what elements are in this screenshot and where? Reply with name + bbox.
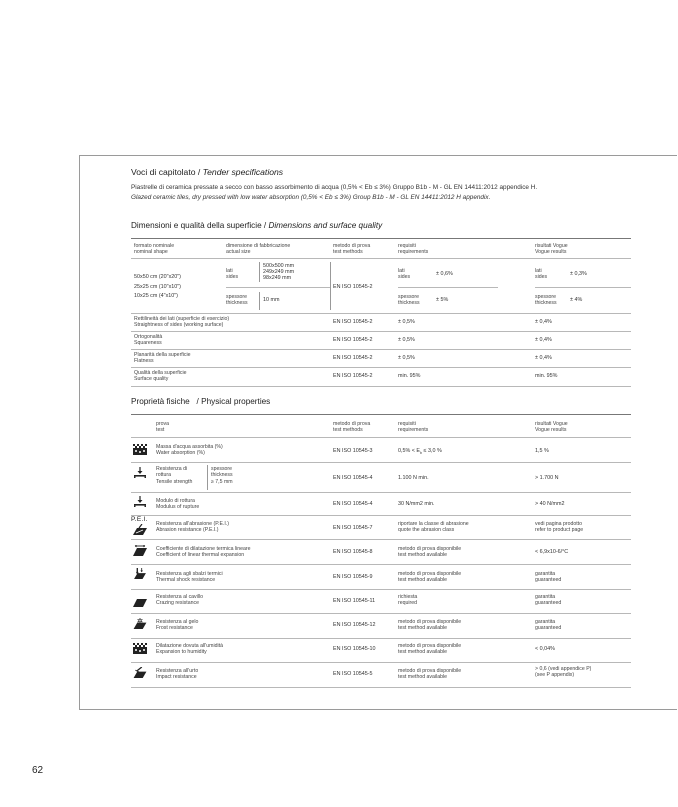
row-label-it: Rettilineità dei lati (superficie di esercizio) xyxy=(134,316,230,322)
row-method: EN ISO 10545-5 xyxy=(333,671,373,677)
res-sides-label xyxy=(535,268,547,281)
req-thickness-label-it: spessore xyxy=(398,294,420,300)
sides-label xyxy=(226,268,238,281)
humidity-expansion-icon xyxy=(133,643,147,654)
row-req-en: test method available xyxy=(398,625,448,632)
physical-row-label xyxy=(156,594,203,607)
tensile-strength-icon xyxy=(133,467,147,478)
row-req-en: test method available xyxy=(398,649,448,656)
row-res: 1,5 % xyxy=(535,448,549,454)
row-label-en: Abrasion resistance (P.E.I.) xyxy=(156,527,219,534)
dimensions-title-it: Dimensioni e qualità della superficie / xyxy=(131,221,267,230)
divider xyxy=(131,331,631,332)
row-req-it: riportare la classe di abrasione xyxy=(398,521,469,527)
header-method xyxy=(333,243,370,256)
row-req xyxy=(398,619,461,632)
thickness-label xyxy=(226,294,248,307)
row-req-en: test method available xyxy=(398,577,448,584)
thickness-label-en: thickness xyxy=(226,300,248,307)
row-label-it: Resistenza all'urto xyxy=(156,668,199,674)
req-sides-value: ± 0,6% xyxy=(436,271,453,277)
divider xyxy=(398,287,498,288)
dimensions-method: EN ISO 10545-2 xyxy=(333,284,373,290)
tender-title-en: Tender specifications xyxy=(202,167,284,177)
req-sides-label-it: lati xyxy=(398,268,405,274)
row-method: EN ISO 10545-2 xyxy=(333,319,373,325)
row-label-en: Impact resistance xyxy=(156,674,197,681)
header-actual-en: actual size xyxy=(226,249,251,256)
header-test-it: prova xyxy=(156,421,169,427)
tender-title-it: Voci di capitolato / xyxy=(131,167,201,177)
sides-label-it: lati xyxy=(226,268,233,274)
row-req-it: richiesta xyxy=(398,594,418,600)
header-test xyxy=(156,421,169,434)
format-item: 25x25 cm (10"x10") xyxy=(134,283,181,290)
row-req-en: required xyxy=(398,600,418,607)
row-method: EN ISO 10545-11 xyxy=(333,598,376,604)
row-req-part: ≤ 3,0 % xyxy=(422,448,442,454)
header-res xyxy=(535,421,568,434)
row-req: ± 0,5% xyxy=(398,355,415,361)
divider xyxy=(131,258,631,259)
res-thickness-value: ± 4% xyxy=(570,297,583,303)
row-label-en: Surface quality xyxy=(134,376,169,383)
size-item: 98x249 mm xyxy=(263,275,292,282)
divider xyxy=(207,465,208,490)
divider xyxy=(535,287,631,288)
res-sides-label-en: sides xyxy=(535,274,548,281)
res-thickness-label xyxy=(535,294,557,307)
row-method: EN ISO 10545-3 xyxy=(333,448,373,454)
row-res-it: garantita xyxy=(535,594,556,600)
impact-icon xyxy=(133,667,147,678)
physical-title xyxy=(131,397,270,406)
row-label-en: Water absorption (%) xyxy=(156,450,205,457)
divider xyxy=(131,462,631,463)
row-label-en: Thermal shock resistance xyxy=(156,577,216,584)
row-res xyxy=(535,571,561,584)
physical-row-label xyxy=(156,546,250,559)
row-res: > 40 N/mm2 xyxy=(535,501,565,507)
physical-row-label xyxy=(156,444,223,457)
divider xyxy=(131,613,631,614)
divider xyxy=(131,437,631,438)
row-res-en: (see P appendix) xyxy=(535,672,575,679)
pei-label: P.E.I. xyxy=(131,516,148,523)
row-req-en: quote the abrasion class xyxy=(398,527,455,534)
row-label-en: Expansion to humidity xyxy=(156,649,207,656)
row-label-it: Resistenza all'abrasione (P.E.I.) xyxy=(156,521,229,527)
header-method-en: test methods xyxy=(333,249,363,256)
thermal-expansion-icon xyxy=(133,545,147,556)
divider xyxy=(131,638,631,639)
header-req xyxy=(398,243,428,256)
format-list xyxy=(134,273,181,302)
physical-title-en: Physical properties xyxy=(201,397,271,406)
row-res-en: guaranteed xyxy=(535,600,562,607)
row-res: ± 0,4% xyxy=(535,319,552,325)
divider xyxy=(131,349,631,350)
row-label-it: Dilatazione dovuta all'umidità xyxy=(156,643,224,649)
header-format xyxy=(134,243,174,256)
divider xyxy=(131,564,631,565)
row-res xyxy=(535,594,561,607)
row-req xyxy=(398,521,469,534)
row-res: min. 95% xyxy=(535,373,558,379)
header-method xyxy=(333,421,370,434)
row-label-it: Ortogonalità xyxy=(134,334,163,340)
header-format-en: nominal shape xyxy=(134,249,168,256)
tender-text-en-italic: Glazed ceramic tiles, dry pressed with low water absorption (0,5% < Eb ≤ 3%) Group B1b - M - GL EN 14411:2012 H appendix. xyxy=(131,194,491,201)
divider xyxy=(131,539,631,540)
row-req: 1.100 N min. xyxy=(398,475,429,481)
physical-row-label xyxy=(156,619,198,632)
row-req-it: metodo di prova disponibile xyxy=(398,619,462,625)
row-sublabel-value: ≥ 7,5 mm xyxy=(211,478,233,485)
row-label-it: Coefficiente di dilatazione termica lineare xyxy=(156,546,251,552)
row-method: EN ISO 10545-2 xyxy=(333,373,373,379)
res-sides-value: ± 0,3% xyxy=(570,271,587,277)
divider xyxy=(131,367,631,368)
divider xyxy=(131,492,631,493)
row-req-it: metodo di prova disponibile xyxy=(398,668,462,674)
row-label-en: Crazing resistance xyxy=(156,600,199,607)
row-res-it: > 0,6 (vedi appendice P) xyxy=(535,666,592,672)
physical-row-label xyxy=(156,668,198,681)
row-label-it: Qualità della superficie xyxy=(134,370,187,376)
physical-row-label xyxy=(156,498,199,511)
res-thickness-label-it: spessore xyxy=(535,294,557,300)
res-thickness-label-en: thickness xyxy=(535,300,557,307)
row-req: 30 N/mm2 min. xyxy=(398,501,435,507)
row-req-it: metodo di prova disponibile xyxy=(398,643,462,649)
header-format-it: formato nominale xyxy=(134,243,175,249)
row-label-it: Resistenza al cavillo xyxy=(156,594,203,600)
physical-title-it: Proprietà fisiche xyxy=(131,397,190,406)
row-req: min. 95% xyxy=(398,373,421,379)
modulus-of-rupture-icon xyxy=(133,496,147,507)
row-label-en: Straightness of sides (working surface) xyxy=(134,322,224,329)
dimensions-title xyxy=(131,221,382,230)
header-actual-it: dimensione di fabbricazione xyxy=(226,243,291,249)
format-item: 10x25 cm (4"x10") xyxy=(134,293,178,299)
row-label-en: Frost resistance xyxy=(156,625,193,632)
row-res xyxy=(535,619,561,632)
header-req-it: requisiti xyxy=(398,243,416,249)
req-thickness-label-en: thickness xyxy=(398,300,420,307)
row-method: EN ISO 10545-8 xyxy=(333,549,373,555)
row-res: ± 0,4% xyxy=(535,355,552,361)
physical-row-label xyxy=(156,571,223,584)
size-item: 249x249 mm xyxy=(263,269,295,276)
row-method: EN ISO 10545-2 xyxy=(333,355,373,361)
row-req xyxy=(398,643,461,656)
header-method-en: test methods xyxy=(333,427,363,434)
sides-label-en: sides xyxy=(226,274,239,281)
row-req xyxy=(398,594,417,607)
req-sides-label-en: sides xyxy=(398,274,411,281)
row-label-it: Resistenza di xyxy=(156,466,188,472)
row-req: ± 0,5% xyxy=(398,337,415,343)
physical-row-label xyxy=(156,521,229,534)
row-label-it: Resistenza al gelo xyxy=(156,619,199,625)
row-method: EN ISO 10545-9 xyxy=(333,574,373,580)
header-req-en: requirements xyxy=(398,249,429,256)
row-req-en: test method available xyxy=(398,674,448,681)
row-req xyxy=(398,571,461,584)
dimensions-title-en: Dimensions and surface quality xyxy=(268,221,383,230)
row-label-it-cont: rottura xyxy=(156,472,171,479)
header-res-en: Vogue results xyxy=(535,249,567,256)
divider xyxy=(131,687,631,688)
row-res xyxy=(535,666,591,679)
physical-title-sep: / xyxy=(196,397,199,406)
row-label-it: Resistenza agli sbalzi termici xyxy=(156,571,223,577)
tender-title xyxy=(131,167,283,177)
divider xyxy=(131,589,631,590)
divider xyxy=(131,515,631,516)
header-method-it: metodo di prova xyxy=(333,243,371,249)
row-method: EN ISO 10545-4 xyxy=(333,475,373,481)
row-res-it: garantita xyxy=(535,571,556,577)
size-list xyxy=(263,263,294,282)
frost-icon xyxy=(133,618,147,629)
row-label-en: Coefficient of linear thermal expansion xyxy=(156,552,245,559)
row-method: EN ISO 10545-2 xyxy=(333,337,373,343)
row-req-part: 0,5% < E xyxy=(398,448,421,454)
header-res-it: risultati Vogue xyxy=(535,243,568,249)
crazing-icon xyxy=(133,596,147,607)
req-sides-label xyxy=(398,268,410,281)
row-res-en: guaranteed xyxy=(535,625,562,632)
row-req xyxy=(398,668,461,681)
row-req xyxy=(398,448,442,456)
row-label-en: Tensile strength xyxy=(156,478,193,485)
divider xyxy=(131,313,631,314)
header-method-it: metodo di prova xyxy=(333,421,371,427)
row-req-subscript: b xyxy=(420,451,423,456)
row-req xyxy=(398,546,461,559)
header-res-en: Vogue results xyxy=(535,427,567,434)
row-res: > 1.700 N xyxy=(535,475,559,481)
row-method: EN ISO 10545-4 xyxy=(333,501,373,507)
water-absorption-icon xyxy=(133,444,147,455)
row-label-it: Modulo di rottura xyxy=(156,498,195,504)
row-sublabel-en: thickness xyxy=(211,472,233,479)
divider xyxy=(330,262,331,310)
thickness-value: 10 mm xyxy=(263,297,280,303)
row-method: EN ISO 10545-10 xyxy=(333,646,376,652)
pei-abrasion-icon xyxy=(133,524,147,535)
tender-text-en xyxy=(131,194,490,201)
page-number: 62 xyxy=(32,765,44,776)
row-label-en: Squareness xyxy=(134,340,162,347)
row-res: ± 0,4% xyxy=(535,337,552,343)
physical-row-label xyxy=(156,643,223,656)
row-req-it: metodo di prova disponibile xyxy=(398,571,462,577)
divider xyxy=(131,386,631,387)
res-sides-label-it: lati xyxy=(535,268,542,274)
row-label-it: Massa d'acqua assorbita (%) xyxy=(156,444,223,450)
row-req-en: test method available xyxy=(398,552,448,559)
divider xyxy=(259,262,260,282)
header-res xyxy=(535,243,568,256)
physical-row-label xyxy=(156,466,192,485)
req-thickness-label xyxy=(398,294,420,307)
tender-text-it: Piastrelle di ceramica pressate a secco con basso assorbimento di acqua (0,5% < Eb ≤ 3%) Gruppo B1b - M - GL EN 14411:2012 appendice H. xyxy=(131,184,538,191)
format-item: 50x50 cm (20"x20") xyxy=(134,274,181,280)
row-res-it: garantita xyxy=(535,619,556,625)
header-req xyxy=(398,421,428,434)
row-label-en: Modulus of rupture xyxy=(156,504,200,511)
size-item: 500x500 mm xyxy=(263,263,295,269)
row-res: < 0,04% xyxy=(535,646,555,652)
header-actual xyxy=(226,243,290,256)
header-req-en: requirements xyxy=(398,427,429,434)
row-req-it: metodo di prova disponibile xyxy=(398,546,462,552)
header-res-it: risultati Vogue xyxy=(535,421,568,427)
row-req: ± 0,5% xyxy=(398,319,415,325)
divider xyxy=(259,292,260,310)
thickness-label-it: spessore xyxy=(226,294,248,300)
header-test-en: test xyxy=(156,427,165,434)
divider xyxy=(131,238,631,239)
row-label-it: Planarità della superficie xyxy=(134,352,191,358)
row-method: EN ISO 10545-7 xyxy=(333,525,373,531)
row-res-en: refer to product page xyxy=(535,527,584,534)
row-sublabel-it: spessore xyxy=(211,466,233,472)
row-res-en: guaranteed xyxy=(535,577,562,584)
divider xyxy=(226,287,330,288)
divider xyxy=(131,662,631,663)
row-res: < 6,9x10-6/°C xyxy=(535,549,569,555)
row-res-it: vedi pagina prodotto xyxy=(535,521,583,527)
req-thickness-value: ± 5% xyxy=(436,297,449,303)
thermal-shock-icon xyxy=(133,568,147,579)
physical-row-sublabel xyxy=(211,466,233,485)
row-label-en: Flatness xyxy=(134,358,154,365)
row-method: EN ISO 10545-12 xyxy=(333,622,376,628)
header-req-it: requisiti xyxy=(398,421,416,427)
row-res xyxy=(535,521,583,534)
divider xyxy=(131,414,631,415)
